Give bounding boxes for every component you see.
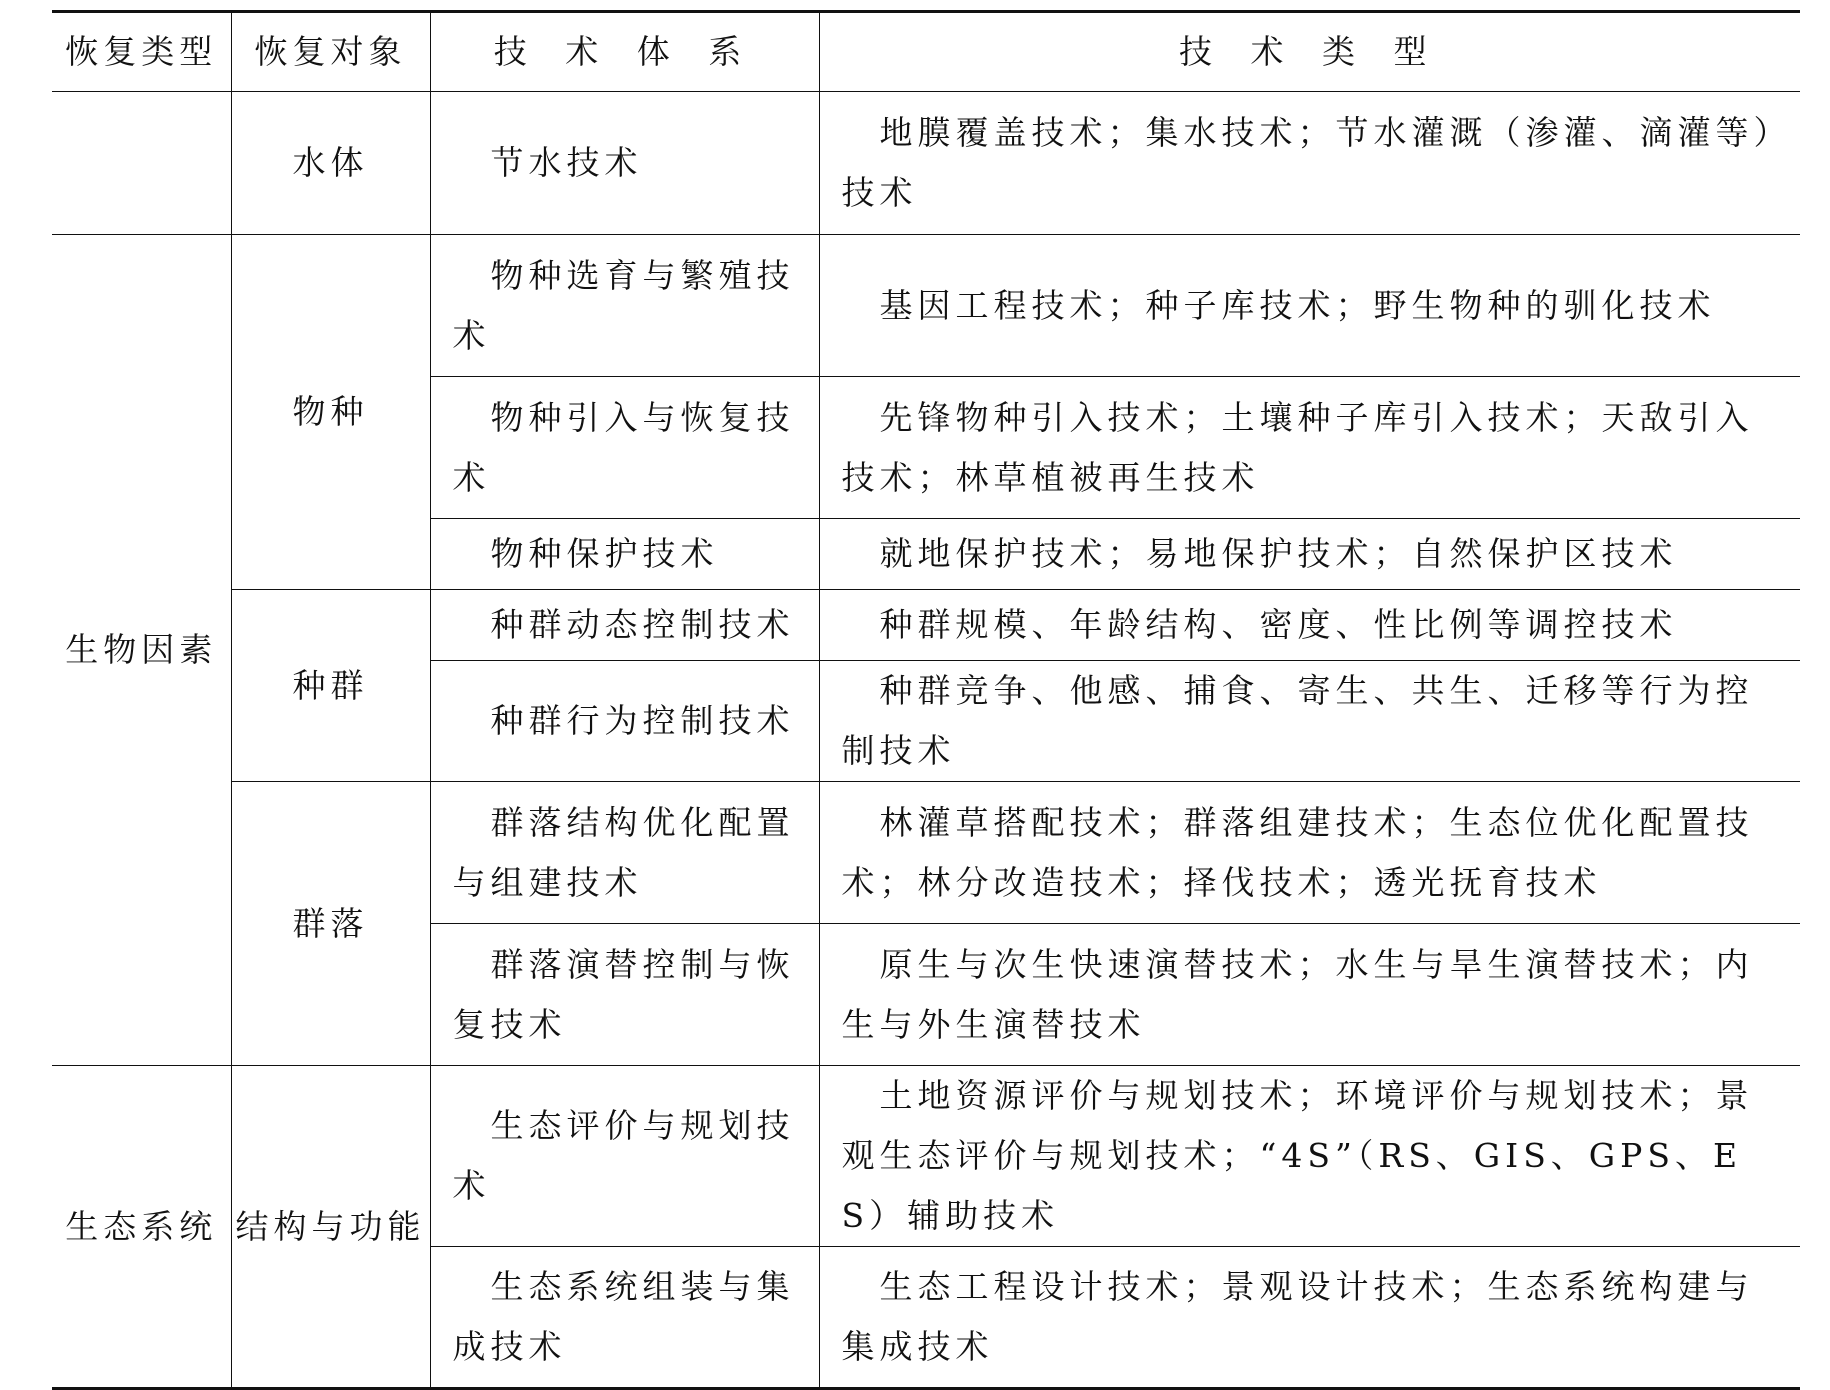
system-cell: 物种选育与繁殖技术 bbox=[430, 235, 819, 377]
system-cell: 生态评价与规划技术 bbox=[430, 1066, 819, 1247]
table-row bbox=[52, 1066, 1800, 1247]
category-cell: 生态系统 bbox=[52, 1066, 231, 1389]
type-cell: 就地保护技术；易地保护技术；自然保护区技术 bbox=[819, 519, 1800, 590]
type-cell: 先锋物种引入技术；土壤种子库引入技术；天敌引入技术；林草植被再生技术 bbox=[819, 377, 1800, 519]
table-row bbox=[52, 782, 1800, 924]
type-cell: 地膜覆盖技术；集水技术；节水灌溉（渗灌、滴灌等）技术 bbox=[819, 92, 1800, 235]
table-row bbox=[52, 92, 1800, 235]
system-cell: 生态系统组装与集成技术 bbox=[430, 1247, 819, 1389]
type-cell: 种群规模、年龄结构、密度、性比例等调控技术 bbox=[819, 590, 1800, 661]
header-restoration-type: 恢复类型 bbox=[52, 12, 231, 92]
restoration-technology-table bbox=[52, 10, 1800, 1390]
object-cell: 物种 bbox=[231, 235, 430, 590]
header-restoration-object: 恢复对象 bbox=[231, 12, 430, 92]
type-cell: 林灌草搭配技术；群落组建技术；生态位优化配置技术；林分改造技术；择伐技术；透光抚育技术 bbox=[819, 782, 1800, 924]
object-cell: 群落 bbox=[231, 782, 430, 1066]
table-row bbox=[52, 590, 1800, 661]
type-cell: 种群竞争、他感、捕食、寄生、共生、迁移等行为控制技术 bbox=[819, 661, 1800, 782]
type-cell: 生态工程设计技术；景观设计技术；生态系统构建与集成技术 bbox=[819, 1247, 1800, 1389]
type-cell: 基因工程技术；种子库技术；野生物种的驯化技术 bbox=[819, 235, 1800, 377]
system-cell: 物种引入与恢复技术 bbox=[430, 377, 819, 519]
category-cell bbox=[52, 92, 231, 235]
table-header-row bbox=[52, 12, 1800, 92]
system-cell: 节水技术 bbox=[430, 92, 819, 235]
system-cell: 种群行为控制技术 bbox=[430, 661, 819, 782]
type-cell: 原生与次生快速演替技术；水生与旱生演替技术；内生与外生演替技术 bbox=[819, 924, 1800, 1066]
category-cell: 生物因素 bbox=[52, 235, 231, 1066]
table-row bbox=[52, 235, 1800, 377]
restoration-technology-table-container bbox=[52, 10, 1800, 1390]
system-cell: 群落结构优化配置与组建技术 bbox=[430, 782, 819, 924]
header-technology-type: 技 术 类 型 bbox=[819, 12, 1800, 92]
system-cell: 种群动态控制技术 bbox=[430, 590, 819, 661]
object-cell: 结构与功能 bbox=[231, 1066, 430, 1389]
system-cell: 群落演替控制与恢复技术 bbox=[430, 924, 819, 1066]
type-cell: 土地资源评价与规划技术；环境评价与规划技术；景观生态评价与规划技术；“4S”（RS、GIS、GPS、ES）辅助技术 bbox=[819, 1066, 1800, 1247]
header-technology-system: 技 术 体 系 bbox=[430, 12, 819, 92]
system-cell: 物种保护技术 bbox=[430, 519, 819, 590]
object-cell: 水体 bbox=[231, 92, 430, 235]
object-cell: 种群 bbox=[231, 590, 430, 782]
